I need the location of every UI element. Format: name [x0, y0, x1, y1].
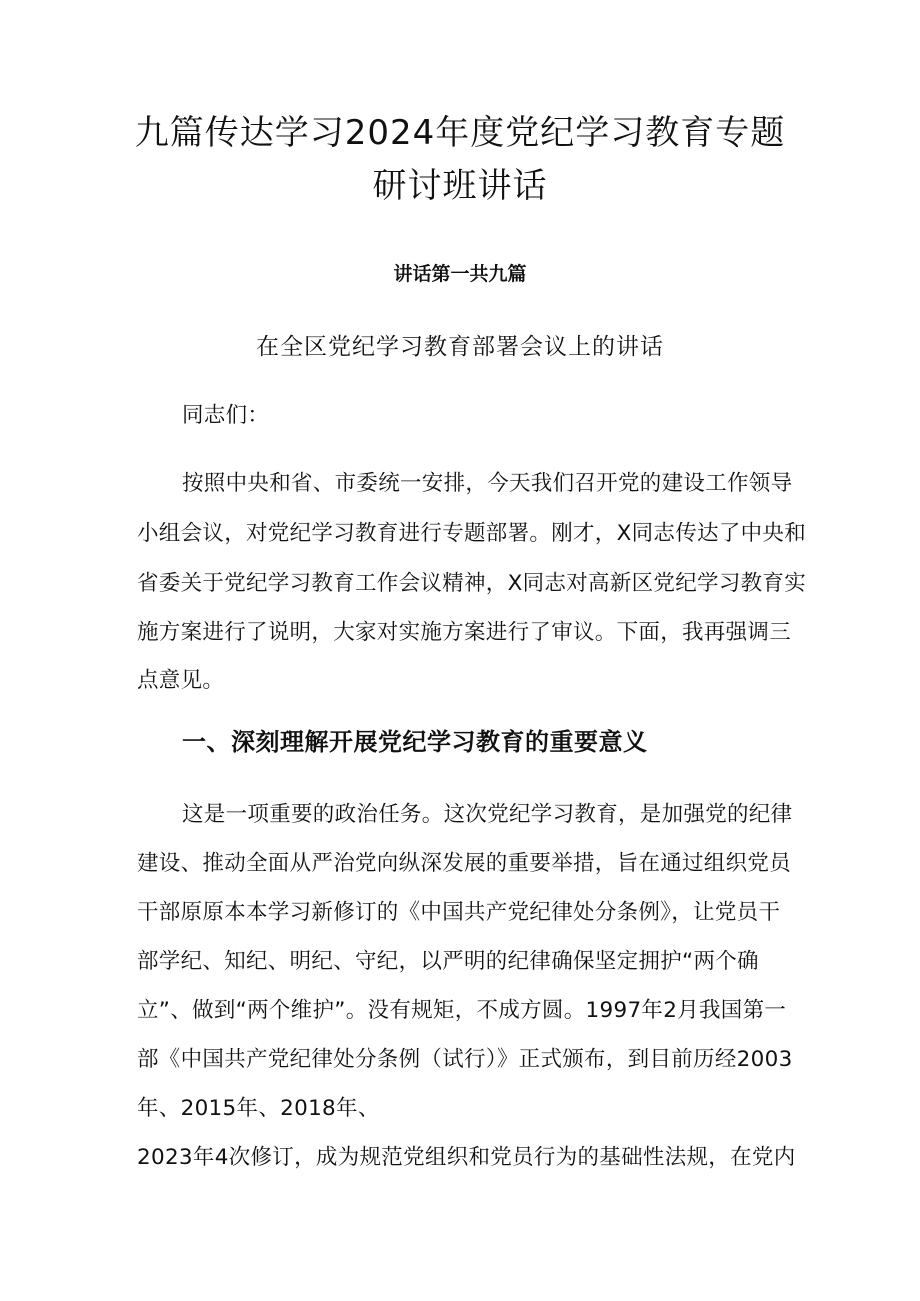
document-title-line-2: 研讨班讲话	[372, 166, 548, 206]
paragraph-2-line: 干部原原本本学习新修订的《中国共产党纪律处分条例》，让党员干	[137, 900, 781, 925]
paragraph-2-line: 部学纪、知纪、明纪、守纪，以严明的纪律确保坚定拥护“两个确	[137, 949, 759, 974]
paragraph-2-line: 建设、推动全面从严治党向纵深发展的重要举措，旨在通过组织党员	[137, 851, 792, 876]
paragraph-1-line: 小组会议，对党纪学习教育进行专题部署。刚才，X同志传达了中央和	[137, 521, 807, 546]
paragraph-1-line: 省委关于党纪学习教育工作会议精神，X同志对高新区党纪学习教育实	[137, 571, 807, 596]
salutation: 同志们：	[182, 403, 270, 428]
paragraph-2-line: 年、2015年、2018年、	[137, 1096, 380, 1121]
paragraph-1-line: 点意见。	[137, 668, 225, 693]
speech-title: 在全区党纪学习教育部署会议上的讲话	[256, 334, 664, 360]
section-1-heading: 一、深刻理解开展党纪学习教育的重要意义	[182, 728, 648, 756]
speech-number-subhead: 讲话第一共九篇	[393, 263, 527, 285]
paragraph-2-line: 部《中国共产党纪律处分条例（试行）》正式颁布，到目前历经2003	[137, 1047, 793, 1072]
document-title-line-1: 九篇传达学习2024年度党纪学习教育专题	[134, 113, 786, 153]
paragraph-2-line: 这是一项重要的政治任务。这次党纪学习教育，是加强党的纪律	[182, 802, 793, 827]
paragraph-2-line: 立”、做到“两个维护”。没有规矩，不成方圆。1997年2月我国第一	[137, 998, 787, 1023]
paragraph-2-line: 2023年4次修订，成为规范党组织和党员行为的基础性法规，在党内	[137, 1145, 796, 1170]
paragraph-1-line: 施方案进行了说明，大家对实施方案进行了审议。下面，我再强调三	[137, 620, 792, 645]
paragraph-1-line: 按照中央和省、市委统一安排，今天我们召开党的建设工作领导	[182, 471, 793, 496]
